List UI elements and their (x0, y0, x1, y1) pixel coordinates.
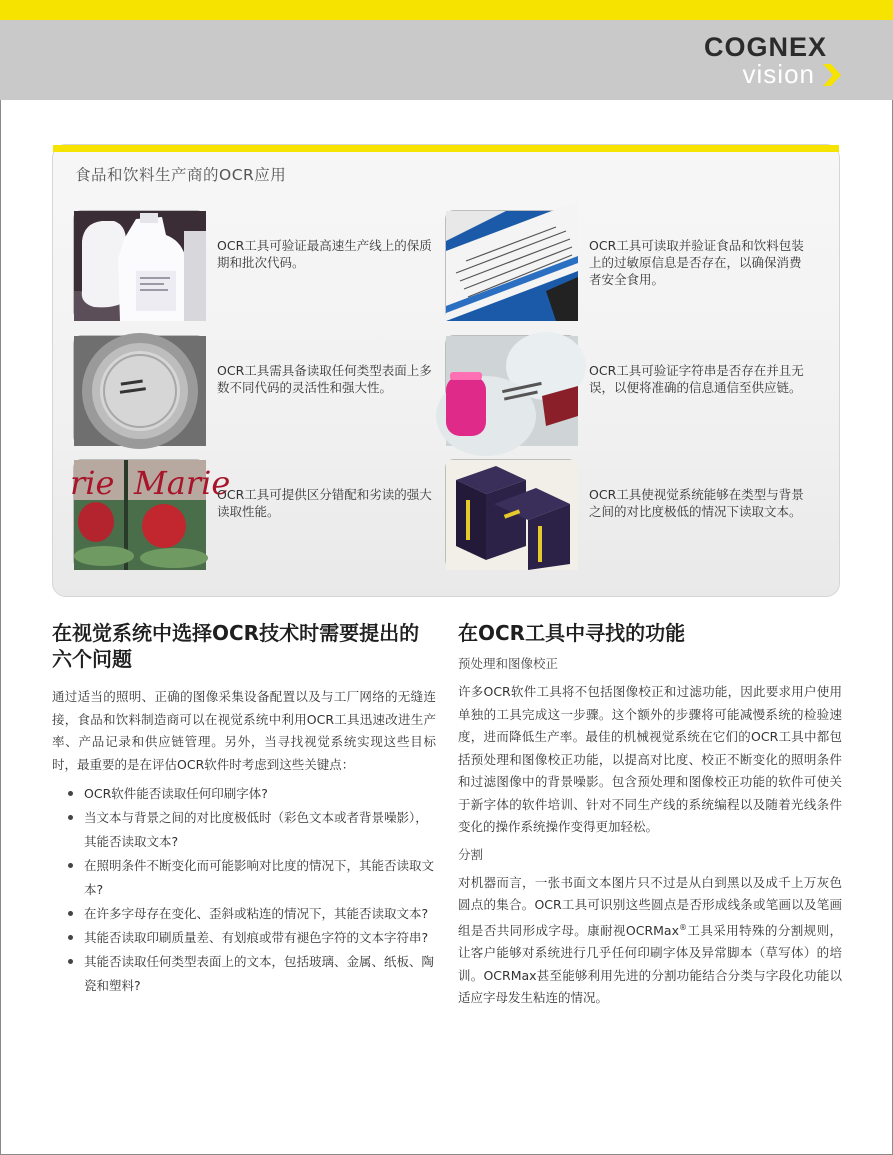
panel-title: 食品和饮料生产商的OCR应用 (75, 166, 287, 184)
left-column (52, 620, 436, 998)
applications-panel (52, 144, 840, 597)
list-item: 其能否读取任何类型表面上的文本，包括玻璃、金属、纸板、陶瓷和塑料? (52, 950, 436, 998)
bullet-icon (68, 863, 73, 868)
subheading-segmentation: 分割 (458, 846, 484, 862)
list-item: 其能否读取印刷质量差、有划痕或带有褪色字符的文本字符串? (52, 926, 436, 950)
segmentation-paragraph: 对机器而言，一张书面文本图片只不过是从白到黑以及成千上万灰色圆点的集合。OCR工具可识别这些圆点是否形成线条或笔画以及笔画组是否共同形成字母。康耐视OCRMax®工具采用特殊的分割规则，让客户能够对系统进行几乎任何印刷字体及异常脚本（草写体）的培训。OCRMax甚至能够利用先进的分割功能结合分类与字段化功能以适应字母发生粘连的情况。 (458, 874, 842, 1006)
chevron-right-icon (821, 64, 841, 86)
app-text-2: OCR工具可读取并验证食品和饮料包装上的过敏原信息是否存在，以确保消费者安全食用。 (589, 238, 804, 287)
produce-label-image (70, 459, 231, 569)
app-text-1: OCR工具可验证最高速生产线上的保质期和批次代码。 (217, 238, 432, 270)
svg-text:rie: rie (70, 464, 115, 502)
bullet-icon (68, 935, 73, 940)
panel-accent-bar (53, 145, 839, 152)
allergen-label-image (445, 210, 577, 320)
top-accent-bar (0, 0, 893, 20)
app-text-5: OCR工具可提供区分错配和劣读的强大读取性能。 (217, 487, 432, 519)
logo-subtext: vision (742, 59, 815, 89)
list-item: 在照明条件不断变化而可能影响对比度的情况下，其能否读取文本? (52, 854, 436, 902)
svg-text:Marie: Marie (134, 464, 231, 502)
bullet-icon (68, 911, 73, 916)
questions-intro: 通过适当的照明、正确的图像采集设备配置以及与工厂网络的无缝连接，食品和饮料制造商可以在视觉系统中利用OCR工具迅速改进生产率、产品记录和供应链管理。另外，当寻找视觉系统实现这些目标时，最重要的是在评估OCR软件时考虑到这些关键点： (52, 689, 436, 772)
can-bottom-code-image (73, 335, 205, 445)
features-heading: 在OCR工具中寻找的功能 (458, 621, 686, 645)
app-text-3: OCR工具需具备读取任何类型表面上多数不同代码的灵活性和强大性。 (217, 363, 432, 395)
logo-wordmark: COGNEX (703, 32, 827, 62)
list-item: OCR软件能否读取任何印刷字体? (52, 782, 436, 806)
questions-list (52, 782, 436, 998)
milk-jugs-image (73, 210, 205, 320)
list-item: 当文本与背景之间的对比度极低时（彩色文本或者背景噪影），其能否读取文本? (52, 806, 436, 854)
bullet-icon (68, 959, 73, 964)
questions-heading: 在视觉系统中选择OCR技术时需要提出的六个问题 (52, 621, 420, 671)
bottle-cap-code-image (445, 335, 577, 445)
list-item: 在许多字母存在变化、歪斜或粘连的情况下，其能否读取文本? (52, 902, 436, 926)
app-text-4: OCR工具可验证字符串是否存在并且无误，以便将准确的信息通信至供应链。 (589, 363, 804, 395)
boxes-image (445, 459, 577, 569)
bullet-icon (68, 815, 73, 820)
subheading-preprocessing: 预处理和图像校正 (458, 656, 559, 671)
cognex-logo (641, 32, 841, 92)
bullet-icon (68, 791, 73, 796)
right-column (458, 620, 842, 1010)
app-text-6: OCR工具使视觉系统能够在类型与背景之间的对比度极低的情况下读取文本。 (589, 487, 804, 519)
preprocessing-paragraph: 许多OCR软件工具将不包括图像校正和过滤功能，因此要求用户使用单独的工具完成这一步骤。这个额外的步骤将可能减慢系统的检验速度，进而降低生产率。最佳的机械视觉系统在它们的OCR工具中都包括预处理和图像校正功能，以提高对比度、校正不断变化的照明条件和过滤图像中的背景噪影。包含预处理和图像校正功能的软件可使关于新字体的软件培训、针对不同生产线的系统编程以及随着光线条件变化的操作系统操作变得更加轻松。 (458, 684, 842, 834)
registered-mark: ® (679, 922, 687, 932)
